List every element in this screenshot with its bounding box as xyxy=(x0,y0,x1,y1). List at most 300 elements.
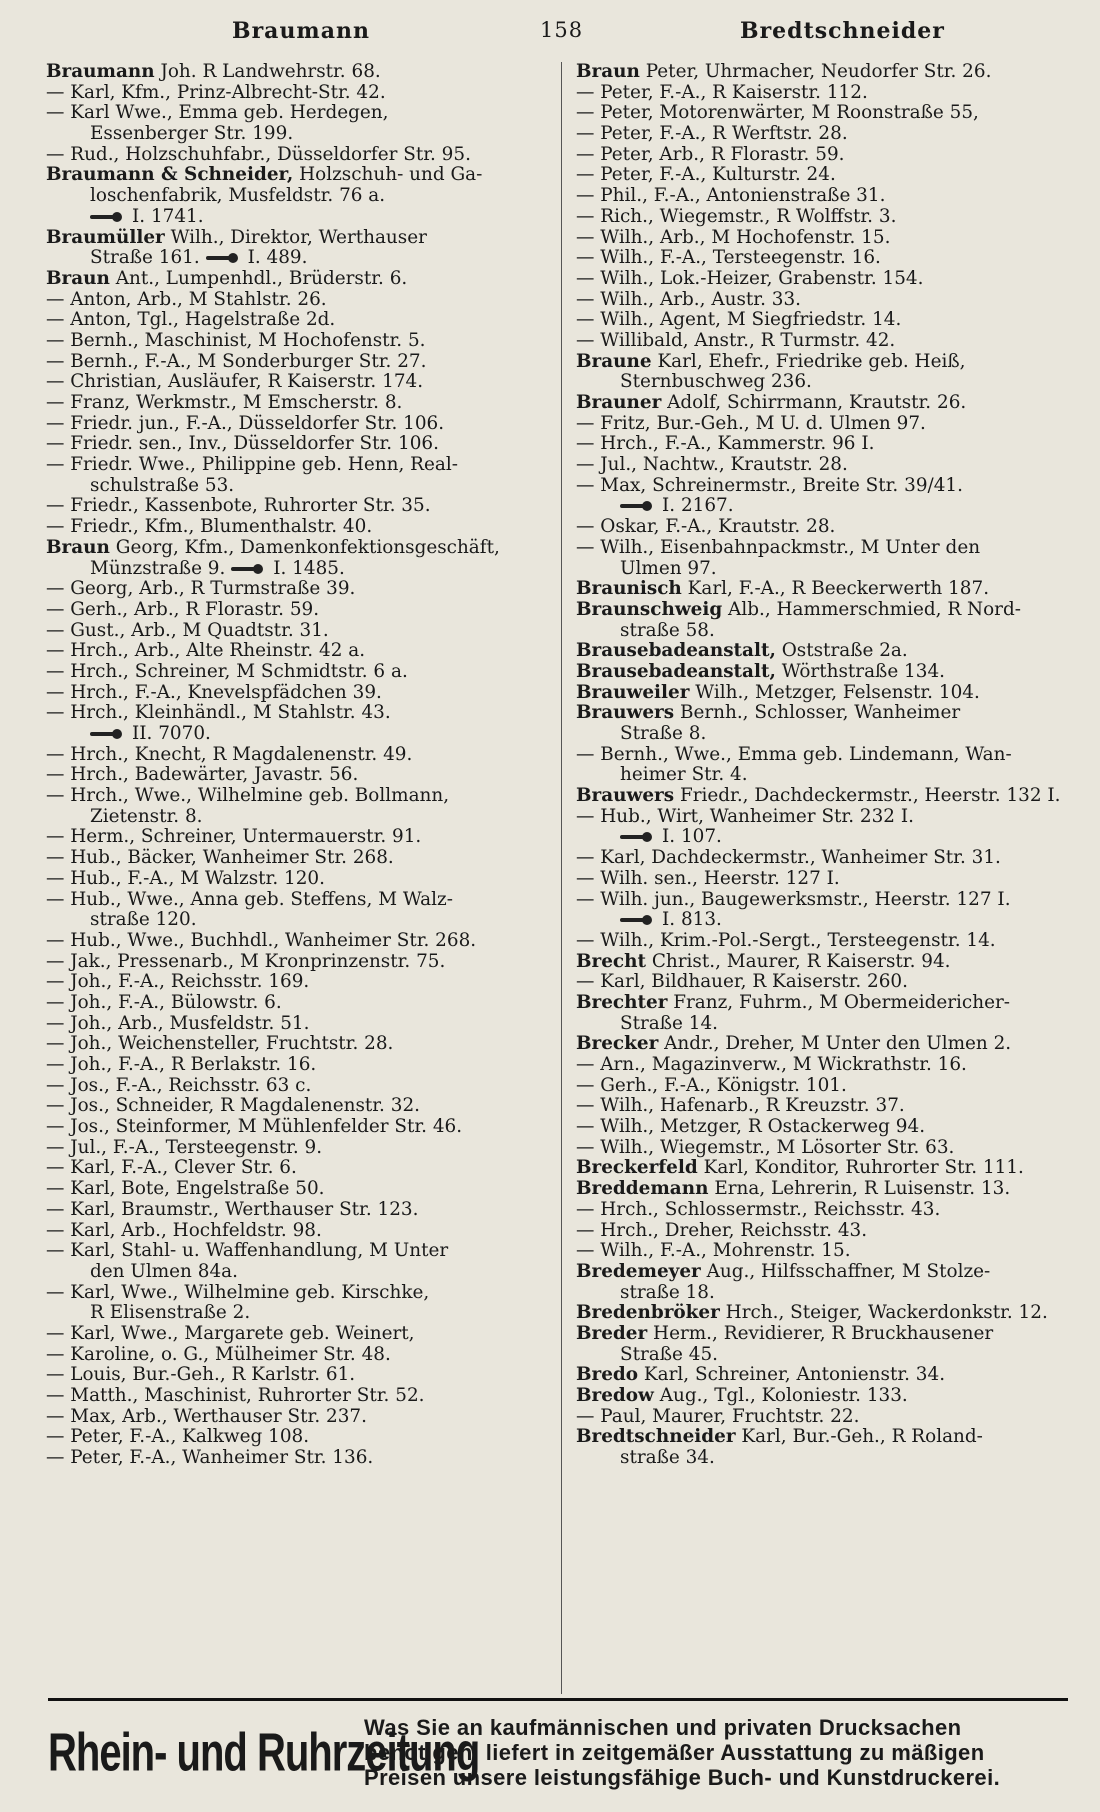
directory-entry-line xyxy=(46,1096,556,1117)
entry-text: — Karl, Dachdeckermstr., Wanheimer Str. 31. xyxy=(576,848,1001,869)
entry-text: — Anton, Arb., M Stahlstr. 26. xyxy=(46,289,327,310)
entry-surname: Brauwers xyxy=(576,786,675,807)
entry-text: — Bernh., F.-A., M Sonderburger Str. 27. xyxy=(46,351,427,372)
directory-entry-line xyxy=(576,248,1071,269)
directory-entry-line xyxy=(46,559,556,580)
entry-text: — Joh., Weichensteller, Fruchtstr. 28. xyxy=(46,1034,394,1055)
entry-text: Bernh., Schlosser, Wanheimer xyxy=(674,703,961,724)
directory-entry-line xyxy=(576,683,1071,704)
directory-entry-line xyxy=(576,1014,1071,1035)
entry-surname: Brecker xyxy=(576,1034,659,1055)
entry-text: — Hrch., Badewärter, Javastr. 56. xyxy=(46,765,359,786)
directory-entry-line xyxy=(46,538,556,559)
directory-entry-line xyxy=(576,1117,1071,1138)
entry-text: Ulmen 97. xyxy=(620,558,717,579)
entry-text: — Karl, Braumstr., Werthauser Str. 123. xyxy=(46,1199,419,1220)
entry-text: — Wilh., Lok.-Heizer, Grabenstr. 154. xyxy=(576,268,924,289)
entry-text: — Hub., F.-A., M Walzstr. 120. xyxy=(46,868,325,889)
directory-entry-line xyxy=(576,310,1071,331)
directory-entry-line xyxy=(46,372,556,393)
entry-text: — Jos., Schneider, R Magdalenenstr. 32. xyxy=(46,1096,420,1117)
entry-text: I. 2167. xyxy=(662,496,734,517)
entry-text: Friedr., Dachdeckermstr., Heerstr. 132 I. xyxy=(674,786,1061,807)
entry-text: — Peter, F.-A., Kulturstr. 24. xyxy=(576,165,836,186)
entry-text: — Karl, Kfm., Prinz-Albrecht-Str. 42. xyxy=(46,82,386,103)
entry-text: — Friedr. sen., Inv., Düsseldorfer Str. 106. xyxy=(46,434,439,455)
directory-entry-line xyxy=(46,1158,556,1179)
entry-text: — Jul., F.-A., Tersteegenstr. 9. xyxy=(46,1137,323,1158)
directory-entry-line xyxy=(46,869,556,890)
entry-text: — Hrch., Wwe., Wilhelmine geb. Bollmann, xyxy=(46,786,450,807)
directory-entry-line xyxy=(576,641,1071,662)
directory-entry-line xyxy=(46,228,556,249)
right-column xyxy=(576,62,1071,1469)
entry-text: — Hrch., Schlossermstr., Reichsstr. 43. xyxy=(576,1199,941,1220)
entry-text: — Karl, Wwe., Margarete geb. Weinert, xyxy=(46,1323,415,1344)
entry-text: — Friedr., Kassenbote, Ruhrorter Str. 35. xyxy=(46,496,431,517)
entry-text: — Hrch., F.-A., Kammerstr. 96 I. xyxy=(576,434,875,455)
entry-text: — Friedr. Wwe., Philippine geb. Henn, Real- xyxy=(46,455,458,476)
entry-text: — Peter, F.-A., R Werftstr. 28. xyxy=(576,124,848,145)
entry-surname: Braumann & Schneider, xyxy=(46,165,294,186)
ad-brand: Rhein- und Ruhrzeitung xyxy=(48,1723,480,1783)
entry-text: — Franz, Werkmstr., M Emscherstr. 8. xyxy=(46,393,403,413)
directory-entry-line xyxy=(576,1200,1071,1221)
entry-text: Essenberger Str. 199. xyxy=(90,124,294,145)
entry-surname: Braun xyxy=(46,537,110,558)
directory-entry-line xyxy=(46,1076,556,1097)
directory-entry-line xyxy=(46,641,556,662)
directory-entry-line xyxy=(576,662,1071,683)
entry-text: — Oskar, F.-A., Krautstr. 28. xyxy=(576,517,836,538)
entry-text: Karl, Ehefr., Friedrike geb. Heiß, xyxy=(651,351,966,372)
entry-text: Holzschuh- und Ga- xyxy=(293,165,483,186)
entry-text: — Joh., F.-A., Reichsstr. 169. xyxy=(46,972,310,993)
entry-text: — Herm., Schreiner, Untermauerstr. 91. xyxy=(46,827,422,848)
entry-text: straße 34. xyxy=(620,1448,715,1469)
entry-text: — Wilh., Hafenarb., R Kreuzstr. 37. xyxy=(576,1096,905,1117)
entry-surname: Braune xyxy=(576,351,652,372)
directory-entry-line xyxy=(46,455,556,476)
entry-surname: Braunschweig xyxy=(576,599,723,620)
entry-text: — Peter, F.-A., Kalkweg 108. xyxy=(46,1427,310,1448)
entry-text: — Jos., F.-A., Reichsstr. 63 c. xyxy=(46,1075,312,1096)
directory-entry-line xyxy=(576,393,1071,414)
entry-text: Aug., Hilfsschaffner, M Stolze- xyxy=(700,1261,991,1282)
entry-text: — Karl, Arb., Hochfeldstr. 98. xyxy=(46,1220,322,1241)
entry-text: Straße 161. xyxy=(90,248,200,269)
directory-entry-line xyxy=(46,724,556,745)
telephone-icon xyxy=(620,915,654,925)
entry-text: — Wilh., F.-A., Mohrenstr. 15. xyxy=(576,1241,851,1262)
entry-text: — Max, Arb., Werthauser Str. 237. xyxy=(46,1406,367,1427)
entry-text: Christ., Maurer, R Kaiserstr. 94. xyxy=(646,951,951,972)
telephone-number: I. 489. xyxy=(247,248,308,269)
entry-text: — Wilh. jun., Baugewerksmstr., Heerstr. 127 I. xyxy=(576,889,1011,910)
entry-surname: Braumann xyxy=(46,62,155,82)
directory-entry-line xyxy=(576,331,1071,352)
advertisement xyxy=(48,1698,1068,1809)
entry-text: — Jos., Steinformer, M Mühlenfelder Str. 46. xyxy=(46,1117,463,1138)
entry-text: — Matth., Maschinist, Ruhrorter Str. 52. xyxy=(46,1386,425,1406)
directory-entry-line xyxy=(46,621,556,642)
entry-text: — Phil., F.-A., Antonienstraße 31. xyxy=(576,186,886,207)
directory-entry-line xyxy=(576,931,1071,952)
directory-entry-line xyxy=(576,1055,1071,1076)
directory-entry-line xyxy=(46,393,556,414)
header-right-keyword: Bredtschneider xyxy=(740,18,945,44)
entry-surname: Bredemeyer xyxy=(576,1261,701,1282)
header-left-keyword: Braumann xyxy=(232,18,370,44)
entry-text: — Arn., Magazinverw., M Wickrathstr. 16. xyxy=(576,1055,967,1075)
entry-text: I. 1741. xyxy=(132,206,204,227)
directory-entry-line xyxy=(46,952,556,973)
directory-entry-line xyxy=(46,703,556,724)
directory-entry-line xyxy=(576,1096,1071,1117)
entry-text: — Hub., Bäcker, Wanheimer Str. 268. xyxy=(46,848,394,869)
directory-entry-line xyxy=(46,414,556,435)
entry-text: — Paul, Maurer, Fruchtstr. 22. xyxy=(576,1406,860,1427)
directory-entry-line xyxy=(576,910,1071,931)
entry-text: Alb., Hammerschmied, R Nord- xyxy=(722,599,1021,620)
entry-text: — Joh., Arb., Musfeldstr. 51. xyxy=(46,1013,310,1034)
directory-entry-line xyxy=(576,1324,1071,1345)
entry-text: Straße 45. xyxy=(620,1344,719,1365)
entry-text: I. 813. xyxy=(662,910,722,931)
directory-entry-line xyxy=(576,579,1071,600)
directory-entry-line xyxy=(576,724,1071,745)
directory-entry-line xyxy=(576,186,1071,207)
directory-entry-line xyxy=(46,1365,556,1386)
ad-text: Was Sie an kaufmännischen und privaten Drucksachen benötigen, liefert in zeitgemäßer Ausstattung zu mäßigen Preisen unsere leistungsfähige Buch- und Kunstdruckerei. xyxy=(364,1715,1001,1790)
entry-text: Wilh., Metzger, Felsenstr. 104. xyxy=(689,682,980,703)
directory-entry-line xyxy=(46,1448,556,1469)
entry-text: Hrch., Steiger, Wackerdonkstr. 12. xyxy=(719,1303,1048,1324)
page-header xyxy=(0,18,1100,50)
directory-entry-line xyxy=(576,1303,1071,1324)
entry-surname: Braumüller xyxy=(46,227,165,248)
entry-surname: Brecht xyxy=(576,951,646,972)
entry-text: Münzstraße 9. xyxy=(90,558,226,579)
entry-surname: Brauner xyxy=(576,393,662,413)
entry-text: — Hrch., Arb., Alte Rheinstr. 42 a. xyxy=(46,641,366,662)
entry-text: Straße 8. xyxy=(620,724,707,744)
entry-text: Oststraße 2a. xyxy=(775,641,908,662)
directory-entry-line xyxy=(576,62,1071,83)
directory-entry-line xyxy=(576,1138,1071,1159)
directory-entry-line xyxy=(46,1324,556,1345)
directory-entry-line xyxy=(576,890,1071,911)
directory-entry-line xyxy=(46,1034,556,1055)
directory-entry-line xyxy=(46,827,556,848)
directory-entry-line xyxy=(46,496,556,517)
directory-entry-line xyxy=(46,207,556,228)
entry-text: — Wilh., Metzger, R Ostackerweg 94. xyxy=(576,1117,926,1138)
entry-text: I. 107. xyxy=(662,827,722,848)
directory-entry-line xyxy=(576,496,1071,517)
entry-text: Aug., Tgl., Koloniestr. 133. xyxy=(653,1386,908,1406)
directory-entry-line xyxy=(576,807,1071,828)
entry-text: Wörthstraße 134. xyxy=(775,661,946,682)
entry-text: — Gerh., Arb., R Florastr. 59. xyxy=(46,599,320,620)
entry-text: — Friedr. jun., F.-A., Düsseldorfer Str. 106. xyxy=(46,413,445,434)
directory-entry-line xyxy=(46,931,556,952)
entry-text: Straße 14. xyxy=(620,1013,719,1034)
entry-text: — Wilh., Arb., M Hochofenstr. 15. xyxy=(576,227,891,248)
entry-text: Wilh., Direktor, Werthauser xyxy=(164,227,427,248)
directory-entry-line xyxy=(46,579,556,600)
entry-text: — Hrch., Knecht, R Magdalenenstr. 49. xyxy=(46,744,413,765)
directory-entry-line xyxy=(576,786,1071,807)
entry-surname: Braun xyxy=(46,268,110,289)
entry-text: — Karl, Bote, Engelstraße 50. xyxy=(46,1179,325,1200)
directory-entry-line xyxy=(576,455,1071,476)
entry-text: schulstraße 53. xyxy=(90,475,235,496)
telephone-icon xyxy=(620,832,654,842)
directory-entry-line xyxy=(576,1283,1071,1304)
directory-entry-line xyxy=(576,1076,1071,1097)
entry-surname: Breder xyxy=(576,1323,648,1344)
directory-entry-line xyxy=(46,1221,556,1242)
entry-text: Herm., Revidierer, R Bruckhausener xyxy=(647,1323,994,1344)
entry-text: Joh. R Landwehrstr. 68. xyxy=(154,62,381,82)
entry-text: Karl, F.-A., R Beeckerwerth 187. xyxy=(681,579,990,600)
directory-entry-line xyxy=(576,83,1071,104)
directory-entry-line xyxy=(46,124,556,145)
entry-text: — Wilh., Arb., Austr. 33. xyxy=(576,289,802,310)
directory-entry-line xyxy=(46,683,556,704)
entry-text: — Hrch., Kleinhändl., M Stahlstr. 43. xyxy=(46,703,391,724)
entry-surname: Braunisch xyxy=(576,579,682,600)
directory-entry-line xyxy=(46,165,556,186)
directory-entry-line xyxy=(46,1014,556,1035)
directory-entry-line xyxy=(576,538,1071,559)
entry-text: — Peter, F.-A., Wanheimer Str. 136. xyxy=(46,1448,374,1469)
telephone-number: I. 1485. xyxy=(273,558,345,579)
directory-entry-line xyxy=(46,1283,556,1304)
directory-entry-line xyxy=(576,207,1071,228)
directory-entry-line xyxy=(46,1200,556,1221)
directory-entry-line xyxy=(576,414,1071,435)
directory-entry-line xyxy=(46,310,556,331)
directory-entry-line xyxy=(46,103,556,124)
entry-text: — Peter, F.-A., R Kaiserstr. 112. xyxy=(576,82,868,103)
entry-text: — Hrch., Schreiner, M Schmidtstr. 6 a. xyxy=(46,661,408,682)
entry-text: heimer Str. 4. xyxy=(620,765,748,786)
directory-entry-line xyxy=(576,517,1071,538)
entry-text: — Georg, Arb., R Turmstraße 39. xyxy=(46,579,356,600)
directory-entry-line xyxy=(576,1034,1071,1055)
entry-text: — Hub., Wwe., Buchhdl., Wanheimer Str. 268. xyxy=(46,930,477,951)
telephone-icon xyxy=(620,501,654,511)
entry-text: Franz, Fuhrm., M Obermeidericher- xyxy=(667,992,1010,1013)
directory-entry-line xyxy=(46,290,556,311)
entry-text: — Hub., Wwe., Anna geb. Steffens, M Walz- xyxy=(46,889,453,910)
entry-surname: Brauweiler xyxy=(576,682,690,703)
directory-entry-line xyxy=(576,372,1071,393)
directory-entry-line xyxy=(576,621,1071,642)
entry-text: Andr., Dreher, M Unter den Ulmen 2. xyxy=(658,1034,1012,1055)
entry-text: den Ulmen 84a. xyxy=(90,1261,238,1282)
directory-entry-line xyxy=(46,517,556,538)
entry-text: — Rud., Holzschuhfabr., Düsseldorfer Str. 95. xyxy=(46,144,471,165)
directory-entry-line xyxy=(46,1345,556,1366)
entry-text: Sternbuschweg 236. xyxy=(620,372,812,393)
page-number: 158 xyxy=(540,18,584,42)
directory-entry-line xyxy=(576,1345,1071,1366)
entry-surname: Brausebadeanstalt, xyxy=(576,641,776,662)
entry-surname: Brechter xyxy=(576,992,668,1013)
directory-entry-line xyxy=(46,1427,556,1448)
directory-entry-line xyxy=(576,124,1071,145)
directory-entry-line xyxy=(576,1241,1071,1262)
directory-entry-line xyxy=(576,1386,1071,1407)
entry-text: — Karoline, o. G., Mülheimer Str. 48. xyxy=(46,1344,391,1365)
entry-text: — Wilh., Agent, M Siegfriedstr. 14. xyxy=(576,310,902,331)
entry-text: — Wilh., F.-A., Tersteegenstr. 16. xyxy=(576,248,881,269)
entry-text: Adolf, Schirrmann, Krautstr. 26. xyxy=(661,393,967,413)
entry-text: — Joh., F.-A., R Berlakstr. 16. xyxy=(46,1055,317,1075)
entry-text: — Jul., Nachtw., Krautstr. 28. xyxy=(576,455,848,476)
left-column xyxy=(46,62,556,1469)
directory-entry-line xyxy=(46,1138,556,1159)
entry-text: — Hrch., Dreher, Reichsstr. 43. xyxy=(576,1220,868,1241)
entry-text: Karl, Konditor, Ruhrorter Str. 111. xyxy=(697,1158,1024,1179)
entry-text: — Friedr., Kfm., Blumenthalstr. 40. xyxy=(46,517,373,538)
entry-text: — Louis, Bur.-Geh., R Karlstr. 61. xyxy=(46,1365,356,1386)
entry-text: — Joh., F.-A., Bülowstr. 6. xyxy=(46,992,282,1013)
directory-entry-line xyxy=(576,952,1071,973)
directory-entry-line xyxy=(576,1448,1071,1469)
entry-text: Karl, Schreiner, Antonienstr. 34. xyxy=(638,1365,946,1386)
entry-text: — Wilh., Wiegemstr., M Lösorter Str. 63. xyxy=(576,1137,955,1158)
entry-surname: Braun xyxy=(576,62,640,82)
directory-entry-line xyxy=(46,662,556,683)
directory-entry-line xyxy=(576,1427,1071,1448)
entry-surname: Breckerfeld xyxy=(576,1158,698,1179)
directory-entry-line xyxy=(576,972,1071,993)
entry-surname: Brauwers xyxy=(576,703,675,724)
directory-entry-line xyxy=(46,145,556,166)
directory-entry-line xyxy=(576,1407,1071,1428)
directory-entry-line xyxy=(576,827,1071,848)
entry-text: — Gerh., F.-A., Königstr. 101. xyxy=(576,1075,847,1096)
entry-text: — Karl, F.-A., Clever Str. 6. xyxy=(46,1158,297,1179)
directory-entry-line xyxy=(46,786,556,807)
entry-surname: Breddemann xyxy=(576,1179,709,1200)
entry-text: Ant., Lumpenhdl., Brüderstr. 6. xyxy=(109,268,408,289)
directory-entry-line xyxy=(46,1386,556,1407)
telephone-icon xyxy=(90,212,124,222)
directory-entry-line xyxy=(576,1179,1071,1200)
directory-entry-line xyxy=(46,1407,556,1428)
directory-entry-line xyxy=(46,993,556,1014)
directory-entry-line xyxy=(576,703,1071,724)
telephone-icon xyxy=(90,729,124,739)
telephone-icon xyxy=(231,564,265,574)
directory-entry-line xyxy=(46,269,556,290)
directory-entry-line xyxy=(576,869,1071,890)
column-divider xyxy=(561,62,562,1694)
entry-text: — Karl, Stahl- u. Waffenhandlung, M Unter xyxy=(46,1241,449,1262)
entry-text: II. 7070. xyxy=(132,724,211,744)
entry-text: — Karl, Wwe., Wilhelmine geb. Kirschke, xyxy=(46,1282,430,1303)
directory-entry-line xyxy=(576,745,1071,766)
entry-text: R Elisenstraße 2. xyxy=(90,1303,251,1324)
directory-entry-line xyxy=(576,1158,1071,1179)
entry-text: — Rich., Wiegemstr., R Wolffstr. 3. xyxy=(576,206,897,227)
entry-surname: Bredenbröker xyxy=(576,1303,720,1324)
directory-entry-line xyxy=(46,352,556,373)
directory-entry-line xyxy=(576,290,1071,311)
entry-text: — Max, Schreinermstr., Breite Str. 39/41. xyxy=(576,475,963,496)
entry-text: — Hrch., F.-A., Knevelspfädchen 39. xyxy=(46,682,382,703)
directory-entry-line xyxy=(46,331,556,352)
entry-text: — Wilh. sen., Heerstr. 127 I. xyxy=(576,868,840,889)
entry-text: — Anton, Tgl., Hagelstraße 2d. xyxy=(46,310,336,331)
entry-text: — Wilh., Krim.-Pol.-Sergt., Tersteegenstr. 14. xyxy=(576,930,996,951)
directory-entry-line xyxy=(576,1262,1071,1283)
directory-entry-line xyxy=(576,269,1071,290)
entry-text: — Bernh., Wwe., Emma geb. Lindemann, Wan- xyxy=(576,744,1012,765)
entry-surname: Brausebadeanstalt, xyxy=(576,661,776,682)
directory-entry-line xyxy=(576,228,1071,249)
entry-text: loschenfabrik, Musfeldstr. 76 a. xyxy=(90,186,386,207)
entry-surname: Bredtschneider xyxy=(576,1427,736,1448)
entry-text: — Christian, Ausläufer, R Kaiserstr. 174. xyxy=(46,372,424,393)
directory-entry-line xyxy=(46,476,556,497)
directory-entry-line xyxy=(46,434,556,455)
directory-entry-line xyxy=(576,993,1071,1014)
directory-entry-line xyxy=(46,62,556,83)
directory-entry-line xyxy=(46,1055,556,1076)
entry-text: Karl, Bur.-Geh., R Roland- xyxy=(735,1427,983,1448)
directory-entry-line xyxy=(576,765,1071,786)
entry-text: straße 18. xyxy=(620,1282,715,1303)
directory-entry-line xyxy=(46,1179,556,1200)
directory-entry-line xyxy=(46,765,556,786)
entry-text: — Bernh., Maschinist, M Hochofenstr. 5. xyxy=(46,330,426,351)
directory-entry-line xyxy=(576,145,1071,166)
entry-text: — Fritz, Bur.-Geh., M U. d. Ulmen 97. xyxy=(576,413,926,434)
entry-text: — Jak., Pressenarb., M Kronprinzenstr. 75. xyxy=(46,951,446,972)
directory-entry-line xyxy=(576,600,1071,621)
directory-entry-line xyxy=(46,83,556,104)
entry-surname: Bredo xyxy=(576,1365,639,1386)
directory-entry-line xyxy=(576,1221,1071,1242)
entry-text: — Karl Wwe., Emma geb. Herdegen, xyxy=(46,103,389,124)
directory-entry-line xyxy=(576,165,1071,186)
directory-entry-line xyxy=(576,103,1071,124)
entry-text: — Karl, Bildhauer, R Kaiserstr. 260. xyxy=(576,972,908,993)
entry-text: — Gust., Arb., M Quadtstr. 31. xyxy=(46,620,329,641)
directory-entry-line xyxy=(46,807,556,828)
directory-entry-line xyxy=(46,890,556,911)
directory-entry-line xyxy=(46,848,556,869)
directory-entry-line xyxy=(576,352,1071,373)
directory-entry-line xyxy=(46,972,556,993)
entry-surname: Bredow xyxy=(576,1386,654,1406)
entry-text: — Peter, Motorenwärter, M Roonstraße 55, xyxy=(576,103,979,124)
directory-entry-line xyxy=(576,559,1071,580)
directory-entry-line xyxy=(576,476,1071,497)
directory-entry-line xyxy=(46,910,556,931)
directory-entry-line xyxy=(46,248,556,269)
entry-text: — Willibald, Anstr., R Turmstr. 42. xyxy=(576,330,896,351)
directory-entry-line xyxy=(46,1117,556,1138)
telephone-icon xyxy=(206,253,240,263)
directory-entry-line xyxy=(46,186,556,207)
